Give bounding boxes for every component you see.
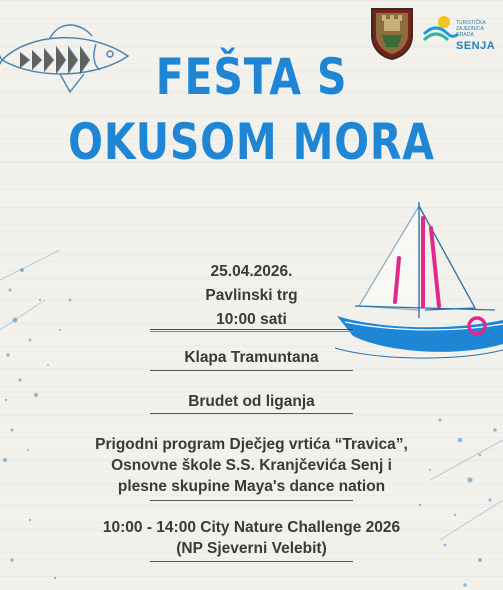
program-item-3-line1: Prigodni program Dječjeg vrtića “Travica”, — [95, 436, 408, 453]
divider-1 — [150, 370, 353, 371]
tz-line3: GRADA — [456, 32, 474, 38]
tz-line1: TURISTIČKA — [456, 20, 486, 26]
event-place: Pavlinski trg — [205, 287, 298, 304]
program-item-4-line2: (NP Sjeverni Velebit) — [176, 540, 327, 557]
title-line1: FEŠTA S — [155, 48, 348, 106]
divider-3 — [150, 500, 353, 501]
program-item-3-line3: plesne skupine Maya's dance nation — [117, 478, 386, 495]
waves-sun-icon — [422, 14, 458, 44]
divider-4 — [150, 561, 353, 562]
divider-2 — [150, 413, 353, 414]
program-item-4-line1: 10:00 - 14:00 City Nature Challenge 2026 — [102, 519, 401, 536]
tz-line2: ZAJEDNICA — [456, 26, 484, 32]
title-line2: OKUSOM MORA — [68, 113, 435, 171]
event-date: 25.04.2026. — [210, 263, 293, 280]
program-item-2: Brudet od liganja — [188, 393, 315, 410]
program-item-3-line2: Osnovne škole S.S. Kranjčevića Senj i — [111, 457, 392, 474]
tz-name: SENJA — [456, 40, 496, 52]
divider-main — [150, 329, 353, 332]
event-time: 10:00 sati — [216, 311, 287, 328]
program-item-1: Klapa Tramuntana — [184, 349, 319, 366]
sailboat-illustration — [335, 198, 503, 366]
